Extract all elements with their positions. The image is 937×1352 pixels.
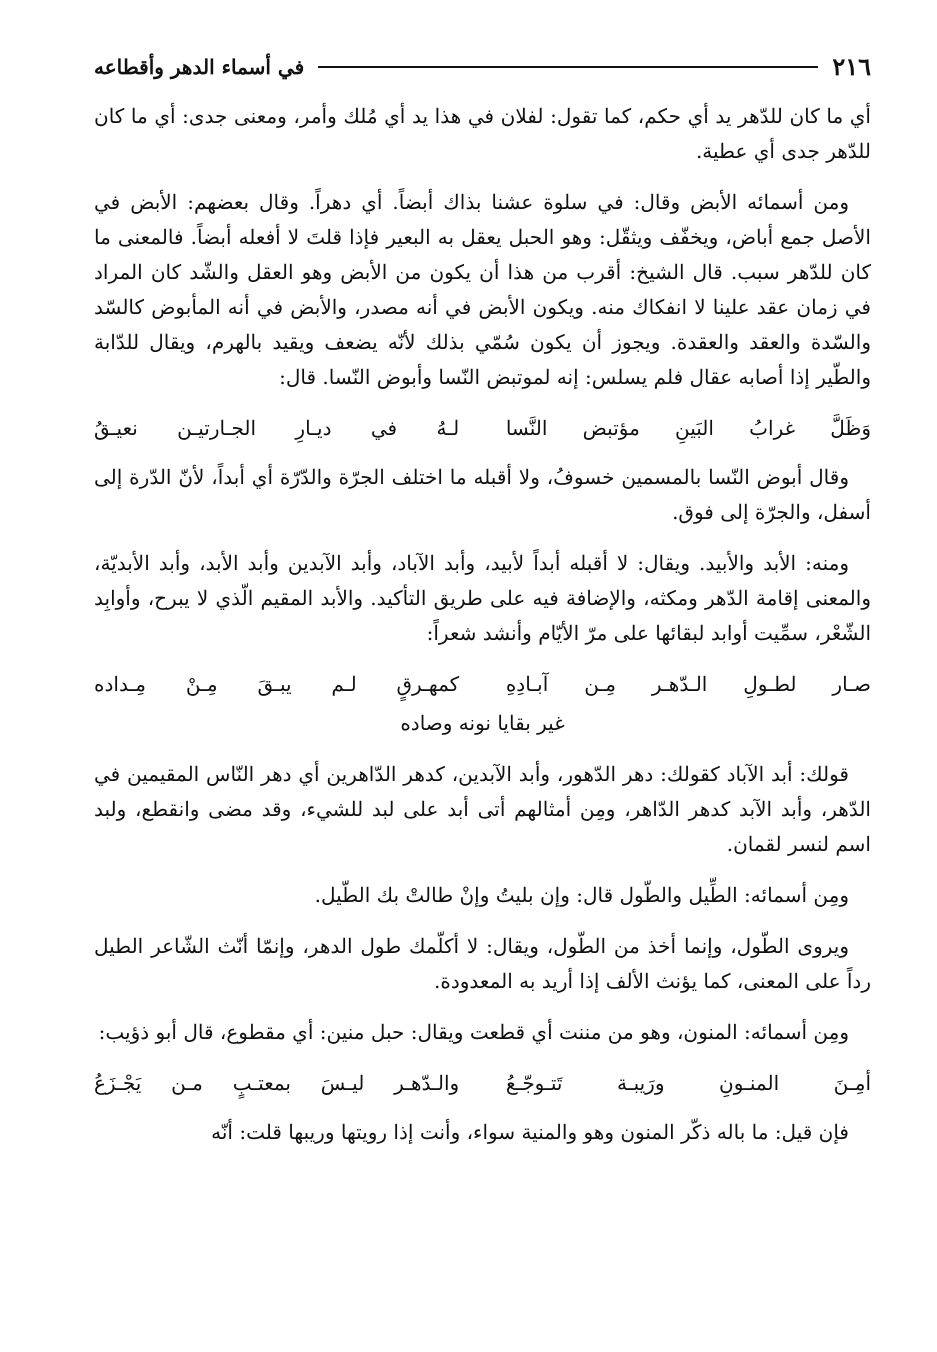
- paragraph: ويروى الطّول، وإنما أخذ من الطّول، ويقال: لا أكلّمك طول الدهر، وإنمّا أنّث الشّاعر الطيل رداً على المعنى، كما يؤنث الألف إذا أريد به المعدودة.: [94, 934, 871, 993]
- verse-hemistich-first: وَظَلَّ غرابُ البَينِ مؤتبض النَّسا: [505, 416, 871, 440]
- paragraph: قولك: أبد الآباد كقولك: دهر الدّهور، وأبد الآبدين، كدهر الدّاهرين أي دهر النّاس المقيمين في الدّهر، وأبد الآبد كدهر الدّاهر، ومِن أمثالهم أتى أبد على لبد للشيء، وقد مضى وانقطع، ولبد اسم لنسر لقمان.: [94, 762, 871, 856]
- paragraph: أي ما كان للدّهر يد أي حكم، كما تقول: لفلان في هذا يد أي مُلك وأمر، ومعنى جدى: أي ما كان للدّهر جدى أي عطية.: [94, 104, 871, 163]
- verse-hemistich-second: كمهـرقٍ لـم يبـقَ مِـنْ مِـداده: [94, 672, 460, 696]
- verse-line: [94, 1066, 871, 1101]
- verse-line: [94, 667, 871, 702]
- header-rule: [318, 66, 818, 68]
- verse-line: [94, 411, 871, 446]
- verse-tail-line: غير بقايا نونه وصاده: [400, 711, 565, 735]
- running-title: في أسماء الدهر وأقطاعه: [94, 54, 305, 79]
- verse-hemistich-first: صـار لطـولِ الـدّهـر مِـن آبـادِهِ: [505, 672, 871, 696]
- paragraph: ومِن أسمائه: المنون، وهو من مننت أي قطعت ويقال: حبل منين: أي مقطوع، قال أبو ذؤيب:: [98, 1020, 849, 1044]
- paragraph: ومن أسمائه الأبض وقال: في سلوة عشنا بذاك أبضاً. أي دهراً. وقال بعضهم: الأبض في الأصل جمع أباض، ويخفّف ويثقّل: وهو الحبل يعقل به البعير فإذا قلتَ لا أفعله أبضاً. فالمعنى ما كان للدّهر سبب. قال الشيخ: أقرب من هذا أن يكون من الأبض وهو العقل والشّد كان المراد في زمان عقد علينا لا انفكاك منه. ويكون الأبض في أنه مصدر، والأبض في أنه المأبوض كالسّد والسّدة والعقد والعقدة. ويجوز أن يكون سُمّي بذلك لأنّه يضعف ويقيد بالهرم، ويقال للدّابة والطّير إذا أصابه عقال فلم يسلس: إنه لموتبض النّسا وأبوض النّسا. قال:: [94, 190, 871, 389]
- paragraph: ومنه: الأبد والأبيد. ويقال: لا أقبله أبداً لأبيد، وأبد الآباد، وأبد الآبدين وأبد الأبد، وأبد الأبديّة، والمعنى إقامة الدّهر ومكثه، والإضافة فيه على طريق التأكيد. والأبد المقيم الّذي لا يبرح، وأوابِد الشّعْر، سمِّيت أوابد لبقائها على مرّ الأيّام وأنشد شعراً:: [94, 551, 871, 645]
- paragraph-continued: فإن قيل: ما باله ذكّر المنون وهو والمنية سواء، وأنت إذا رويتها وريبها قلت: أنّه: [211, 1120, 849, 1144]
- paragraph: وقال أبوض النّسا بالمسمين خسوفُ، ولا أقبله ما اختلف الجرّة والدّرّة أي أبداً، لأنّ الدّرة إلى أسفل، والجرّة إلى فوق.: [94, 465, 871, 524]
- verse-hemistich-second: لـهُ في ديـارِ الجـارتيـن نعيـقُ: [94, 416, 460, 440]
- verse-hemistich-first: أمِـنَ المنـونِ ورَيبـة تَتـوجّـعُ: [505, 1071, 871, 1095]
- page-number: ٢١٦: [832, 52, 871, 81]
- paragraph: ومِن أسمائه: الطِّيل والطّول قال: وإن بليتُ وإنْ طالتْ بك الطّيل.: [314, 883, 849, 907]
- page-body: [94, 99, 871, 1150]
- page-header: [94, 52, 871, 81]
- verse-hemistich-second: والـدّهـر ليـسَ بمعتـبٍ مـن يَجْـزَعُ: [94, 1071, 460, 1095]
